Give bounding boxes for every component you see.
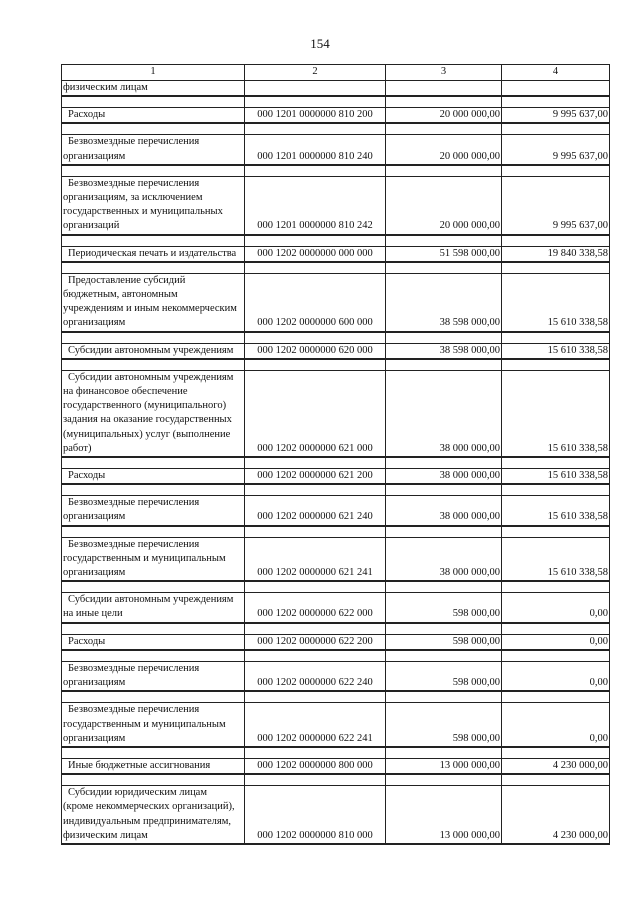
row-name-cell — [62, 81, 245, 97]
row-code-cell: 000 1201 0000000 810 242 — [245, 176, 386, 234]
row-name-line: Субсидии автономным учреждениям — [68, 344, 234, 356]
row-name-cell — [62, 343, 245, 359]
row-spacer — [62, 623, 610, 635]
spacer-cell — [386, 747, 502, 759]
row-amount-executed-cell: 9 995 637,00 — [502, 108, 610, 124]
row-code-cell: 000 1202 0000000 810 000 — [245, 786, 386, 844]
spacer-cell — [62, 262, 245, 274]
column-header-4: 4 — [502, 65, 610, 81]
spacer-cell — [245, 484, 386, 496]
row-spacer — [62, 96, 610, 108]
table-row — [62, 135, 610, 165]
row-name-line: бюджетным, автономным — [63, 289, 178, 301]
row-name-cell — [62, 135, 245, 165]
spacer-cell — [386, 484, 502, 496]
row-amount-executed-cell: 15 610 338,58 — [502, 273, 610, 331]
row-name-line: организациям — [63, 150, 126, 162]
row-code-cell: 000 1202 0000000 622 000 — [245, 593, 386, 623]
row-code-cell: 000 1201 0000000 810 200 — [245, 108, 386, 124]
spacer-cell — [502, 359, 610, 371]
spacer-cell — [245, 623, 386, 635]
row-name-cell — [62, 469, 245, 485]
row-amount-executed-cell: 9 995 637,00 — [502, 176, 610, 234]
row-amount-planned-cell: 598 000,00 — [386, 703, 502, 747]
row-amount-executed-cell: 15 610 338,58 — [502, 370, 610, 457]
spacer-cell — [502, 96, 610, 108]
row-spacer — [62, 332, 610, 344]
spacer-cell — [502, 747, 610, 759]
row-name-line: физическим лицам — [63, 829, 148, 841]
spacer-cell — [62, 165, 245, 177]
row-code-cell: 000 1202 0000000 622 200 — [245, 634, 386, 650]
spacer-cell — [386, 650, 502, 662]
row-name-line: Безвозмездные перечисления — [68, 497, 200, 509]
spacer-cell — [386, 235, 502, 247]
row-spacer — [62, 262, 610, 274]
spacer-cell — [62, 747, 245, 759]
spacer-cell — [386, 581, 502, 593]
spacer-cell — [62, 581, 245, 593]
table-row — [62, 343, 610, 359]
row-amount-planned-cell: 20 000 000,00 — [386, 135, 502, 165]
row-name-line: Субсидии автономным учреждениям — [68, 371, 234, 383]
spacer-cell — [245, 235, 386, 247]
row-name-line: Периодическая печать и издательства — [68, 247, 237, 259]
row-name-line: задания на оказание государственных — [63, 414, 232, 426]
row-spacer — [62, 774, 610, 786]
row-name-line: индивидуальным предпринимателям, — [63, 815, 231, 827]
spacer-cell — [62, 691, 245, 703]
spacer-cell — [245, 165, 386, 177]
spacer-cell — [386, 123, 502, 135]
row-name-line: государственным и муниципальным — [63, 718, 226, 730]
spacer-cell — [62, 526, 245, 538]
row-name-line: Расходы — [68, 109, 106, 121]
row-name-line: Безвозмездные перечисления — [68, 177, 200, 189]
spacer-cell — [245, 526, 386, 538]
row-code-cell: 000 1201 0000000 810 240 — [245, 135, 386, 165]
row-spacer — [62, 359, 610, 371]
row-amount-planned-cell: 38 000 000,00 — [386, 496, 502, 526]
row-spacer — [62, 165, 610, 177]
row-spacer — [62, 747, 610, 759]
spacer-cell — [502, 650, 610, 662]
spacer-cell — [386, 96, 502, 108]
row-name-line: организаций — [63, 220, 120, 232]
table-row — [62, 108, 610, 124]
row-amount-planned-cell: 38 000 000,00 — [386, 537, 502, 581]
row-spacer — [62, 235, 610, 247]
column-header-3: 3 — [386, 65, 502, 81]
spacer-cell — [62, 96, 245, 108]
spacer-cell — [245, 691, 386, 703]
spacer-cell — [245, 262, 386, 274]
row-amount-executed-cell: 15 610 338,58 — [502, 537, 610, 581]
row-name-line: (кроме некоммерческих организаций), — [63, 801, 235, 813]
row-name-cell — [62, 634, 245, 650]
row-name-cell — [62, 176, 245, 234]
row-name-line: Безвозмездные перечисления — [68, 136, 200, 148]
row-spacer — [62, 650, 610, 662]
table-row — [62, 496, 610, 526]
table-row — [62, 81, 610, 97]
row-code-cell: 000 1202 0000000 621 200 — [245, 469, 386, 485]
spacer-cell — [62, 359, 245, 371]
row-amount-executed-cell: 0,00 — [502, 634, 610, 650]
spacer-cell — [245, 774, 386, 786]
row-amount-executed-cell: 15 610 338,58 — [502, 496, 610, 526]
spacer-cell — [502, 123, 610, 135]
table-row — [62, 370, 610, 457]
row-name-line: организациям — [63, 511, 126, 523]
table-row — [62, 176, 610, 234]
row-name-line: организациям — [63, 732, 126, 744]
spacer-cell — [386, 332, 502, 344]
row-code-cell: 000 1202 0000000 800 000 — [245, 758, 386, 774]
row-name-line: государственного (муниципального) — [63, 400, 227, 412]
row-name-cell — [62, 593, 245, 623]
row-name-line: Безвозмездные перечисления — [68, 538, 200, 550]
row-amount-planned-cell: 51 598 000,00 — [386, 246, 502, 262]
spacer-cell — [386, 526, 502, 538]
spacer-cell — [245, 747, 386, 759]
column-header-1: 1 — [62, 65, 245, 81]
spacer-cell — [386, 262, 502, 274]
spacer-cell — [245, 332, 386, 344]
row-code-cell: 000 1202 0000000 622 241 — [245, 703, 386, 747]
spacer-cell — [502, 484, 610, 496]
row-code-cell: 000 1202 0000000 620 000 — [245, 343, 386, 359]
table-row — [62, 537, 610, 581]
row-code-cell: 000 1202 0000000 621 000 — [245, 370, 386, 457]
row-name-line: организациям, за исключением — [63, 192, 203, 204]
row-name-cell — [62, 370, 245, 457]
row-amount-planned-cell: 20 000 000,00 — [386, 176, 502, 234]
spacer-cell — [62, 235, 245, 247]
spacer-cell — [62, 123, 245, 135]
page-number: 154 — [310, 36, 330, 51]
row-spacer — [62, 526, 610, 538]
row-name-cell — [62, 108, 245, 124]
table-row — [62, 758, 610, 774]
table-header-row — [62, 65, 610, 81]
table-row — [62, 786, 610, 844]
row-name-line: Безвозмездные перечисления — [68, 662, 200, 674]
spacer-cell — [245, 650, 386, 662]
row-spacer — [62, 484, 610, 496]
spacer-cell — [245, 581, 386, 593]
row-name-line: на финансовое обеспечение — [63, 386, 188, 398]
row-name-line: Предоставление субсидий — [68, 274, 186, 286]
spacer-cell — [386, 623, 502, 635]
table-row — [62, 703, 610, 747]
spacer-cell — [245, 359, 386, 371]
row-amount-executed-cell: 4 230 000,00 — [502, 758, 610, 774]
row-spacer — [62, 691, 610, 703]
row-name-cell — [62, 496, 245, 526]
row-code-cell: 000 1202 0000000 622 240 — [245, 661, 386, 691]
row-amount-planned-cell: 598 000,00 — [386, 634, 502, 650]
spacer-cell — [386, 691, 502, 703]
row-name-cell — [62, 273, 245, 331]
row-name-line: организациям — [63, 567, 126, 579]
row-code-cell: 000 1202 0000000 621 240 — [245, 496, 386, 526]
row-amount-planned-cell: 13 000 000,00 — [386, 786, 502, 844]
row-name-cell — [62, 537, 245, 581]
row-name-line: Иные бюджетные ассигнования — [68, 759, 211, 771]
row-amount-executed-cell: 9 995 637,00 — [502, 135, 610, 165]
row-name-line: работ) — [63, 442, 92, 454]
spacer-cell — [62, 650, 245, 662]
row-amount-executed-cell: 0,00 — [502, 593, 610, 623]
spacer-cell — [502, 457, 610, 469]
row-amount-planned-cell: 20 000 000,00 — [386, 108, 502, 124]
row-name-line: физическим лицам — [63, 82, 148, 93]
row-amount-planned-cell: 38 000 000,00 — [386, 469, 502, 485]
spacer-cell — [502, 623, 610, 635]
row-name-line: Расходы — [68, 470, 106, 482]
spacer-cell — [502, 526, 610, 538]
spacer-cell — [502, 581, 610, 593]
table-row — [62, 246, 610, 262]
row-amount-planned-cell: 38 598 000,00 — [386, 343, 502, 359]
row-name-line: Субсидии юридическим лицам — [68, 787, 207, 799]
row-name-cell — [62, 758, 245, 774]
spacer-cell — [502, 235, 610, 247]
spacer-cell — [245, 123, 386, 135]
spacer-cell — [502, 691, 610, 703]
row-name-cell — [62, 786, 245, 844]
row-code-cell: 000 1202 0000000 621 241 — [245, 537, 386, 581]
row-code-cell: 000 1202 0000000 000 000 — [245, 246, 386, 262]
spacer-cell — [386, 774, 502, 786]
row-amount-planned-cell: 38 598 000,00 — [386, 273, 502, 331]
row-code-cell: 000 1202 0000000 600 000 — [245, 273, 386, 331]
row-amount-executed-cell: 15 610 338,58 — [502, 469, 610, 485]
table-row — [62, 469, 610, 485]
row-amount-executed-cell: 4 230 000,00 — [502, 786, 610, 844]
row-name-line: Безвозмездные перечисления — [68, 704, 200, 716]
spacer-cell — [502, 332, 610, 344]
spacer-cell — [62, 457, 245, 469]
spacer-cell — [386, 359, 502, 371]
row-amount-executed-cell: 15 610 338,58 — [502, 343, 610, 359]
row-amount-executed-cell — [502, 81, 610, 97]
row-name-cell — [62, 661, 245, 691]
spacer-cell — [245, 96, 386, 108]
row-amount-executed-cell: 0,00 — [502, 703, 610, 747]
row-amount-planned-cell: 38 000 000,00 — [386, 370, 502, 457]
budget-table — [61, 64, 610, 845]
row-name-line: Расходы — [68, 635, 106, 647]
row-name-line: на иные цели — [63, 608, 123, 620]
row-name-line: (муниципальных) услуг (выполнение — [63, 428, 231, 440]
row-amount-planned-cell: 13 000 000,00 — [386, 758, 502, 774]
row-amount-planned-cell: 598 000,00 — [386, 593, 502, 623]
row-amount-executed-cell: 19 840 338,58 — [502, 246, 610, 262]
row-name-line: организациям — [63, 317, 126, 329]
spacer-cell — [502, 262, 610, 274]
table-row — [62, 593, 610, 623]
spacer-cell — [62, 774, 245, 786]
row-name-line: Субсидии автономным учреждениям — [68, 594, 234, 606]
row-name-cell — [62, 246, 245, 262]
spacer-cell — [502, 774, 610, 786]
row-spacer — [62, 581, 610, 593]
spacer-cell — [386, 457, 502, 469]
table-body — [62, 81, 610, 844]
table-row — [62, 634, 610, 650]
table-row — [62, 661, 610, 691]
row-name-line: организациям — [63, 677, 126, 689]
row-name-line: учреждениям и иным некоммерческим — [63, 303, 237, 315]
spacer-cell — [245, 457, 386, 469]
spacer-cell — [62, 623, 245, 635]
spacer-cell — [62, 484, 245, 496]
row-amount-planned-cell — [386, 81, 502, 97]
row-name-line: государственным и муниципальным — [63, 552, 226, 564]
table-row — [62, 273, 610, 331]
row-spacer — [62, 457, 610, 469]
spacer-cell — [62, 332, 245, 344]
row-name-line: государственных и муниципальных — [63, 206, 223, 218]
row-amount-planned-cell: 598 000,00 — [386, 661, 502, 691]
spacer-cell — [502, 165, 610, 177]
spacer-cell — [386, 165, 502, 177]
column-header-2: 2 — [245, 65, 386, 81]
row-amount-executed-cell: 0,00 — [502, 661, 610, 691]
row-name-cell — [62, 703, 245, 747]
row-spacer — [62, 123, 610, 135]
row-code-cell — [245, 81, 386, 97]
